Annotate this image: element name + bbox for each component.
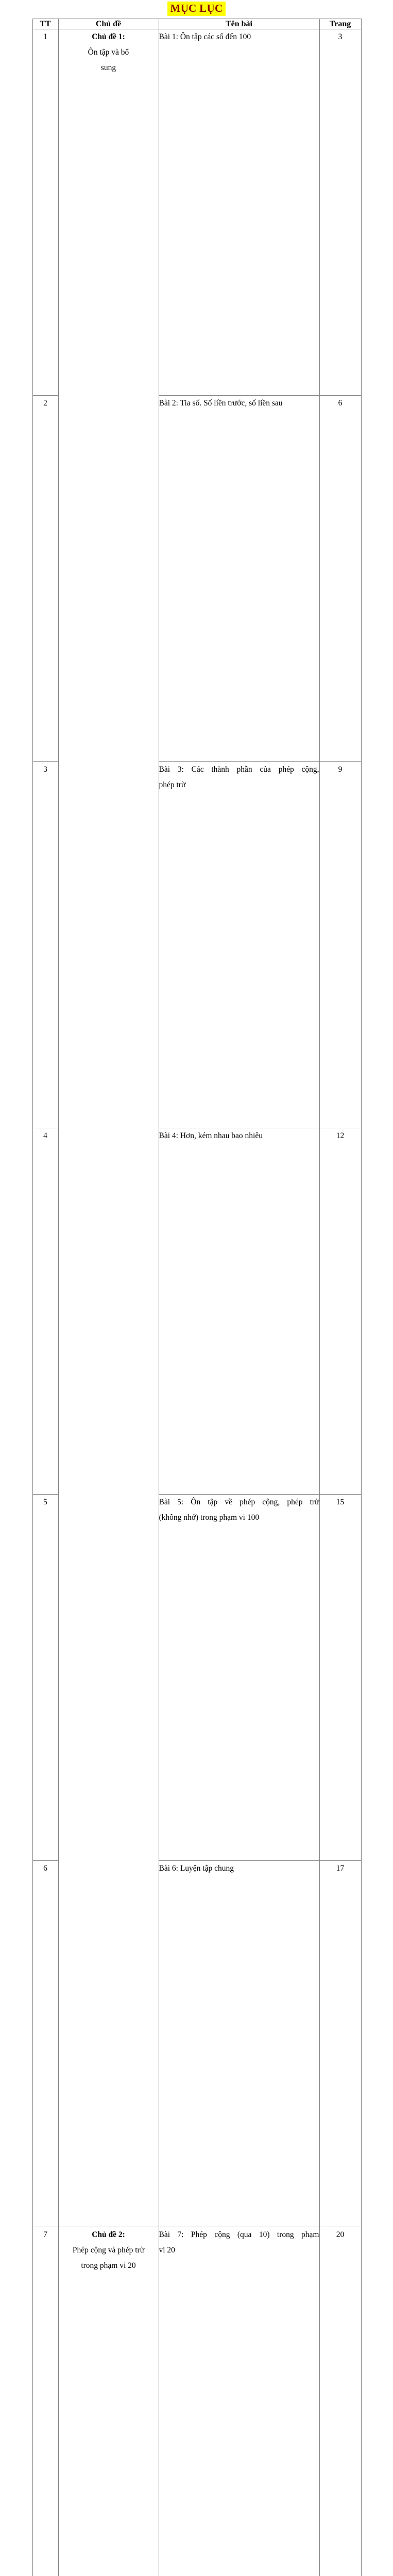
column-header-tt: TT [32,19,58,29]
lesson-name-line1: Bài 6: Luyện tập chung [159,1861,319,1876]
cell-lesson-name [159,762,319,1128]
topic-subtitle-line2: trong phạm vi 20 [59,2258,159,2274]
cell-lesson-name [159,1495,319,1861]
table-of-contents [32,19,362,2576]
cell-tt: 5 [32,1495,58,1861]
cell-page: 9 [319,762,361,1128]
cell-tt: 2 [32,396,58,762]
cell-page: 15 [319,1495,361,1861]
title-container [0,0,393,19]
lesson-name-line2: phép trừ [159,777,319,793]
cell-page: 12 [319,1128,361,1495]
column-header-topic: Chủ đề [58,19,159,29]
lesson-name-line2: vi 20 [159,2243,319,2258]
lesson-name-line1: Bài 3: Các thành phần của phép cộng, [159,762,319,777]
topic-subtitle-line2: sung [59,60,159,76]
cell-tt: 3 [32,762,58,1128]
topic-heading: Chủ đề 1: [59,29,159,45]
topic-heading: Chủ đề 2: [59,2227,159,2243]
column-header-name: Tên bài [159,19,319,29]
page-title: MỤC LỤC [167,2,226,16]
cell-tt: 6 [32,1861,58,2227]
column-header-page: Trang [319,19,361,29]
table-of-contents-container [32,19,361,2576]
cell-lesson-name [159,1128,319,1495]
cell-topic-1 [58,29,159,2227]
table-header [32,19,361,29]
lesson-name-line1: Bài 4: Hơn, kém nhau bao nhiêu [159,1128,319,1144]
table-row [32,2227,361,2576]
cell-page: 3 [319,29,361,396]
topic-subtitle-line1: Phép cộng và phép trừ [59,2243,159,2258]
cell-page: 6 [319,396,361,762]
lesson-name-line1: Bài 5: Ôn tập về phép cộng, phép trừ [159,1495,319,1510]
lesson-name-line1: Bài 7: Phép cộng (qua 10) trong phạm [159,2227,319,2243]
cell-lesson-name [159,29,319,396]
topic-subtitle-line1: Ôn tập và bổ [59,45,159,60]
document-page [0,0,393,366]
lesson-name-line2: (không nhớ) trong phạm vi 100 [159,1510,319,1526]
lesson-name-line1: Bài 1: Ôn tập các số đến 100 [159,29,319,45]
cell-tt: 1 [32,29,58,396]
cell-tt: 7 [32,2227,58,2576]
cell-page: 20 [319,2227,361,2576]
table-body [32,29,361,2576]
cell-lesson-name [159,2227,319,2576]
cell-lesson-name [159,1861,319,2227]
lesson-name-line1: Bài 2: Tia số. Số liền trước, số liền sau [159,396,319,411]
table-header-row [32,19,361,29]
cell-topic-2 [58,2227,159,2576]
cell-page: 17 [319,1861,361,2227]
cell-tt: 4 [32,1128,58,1495]
table-row [32,29,361,396]
cell-lesson-name [159,396,319,762]
